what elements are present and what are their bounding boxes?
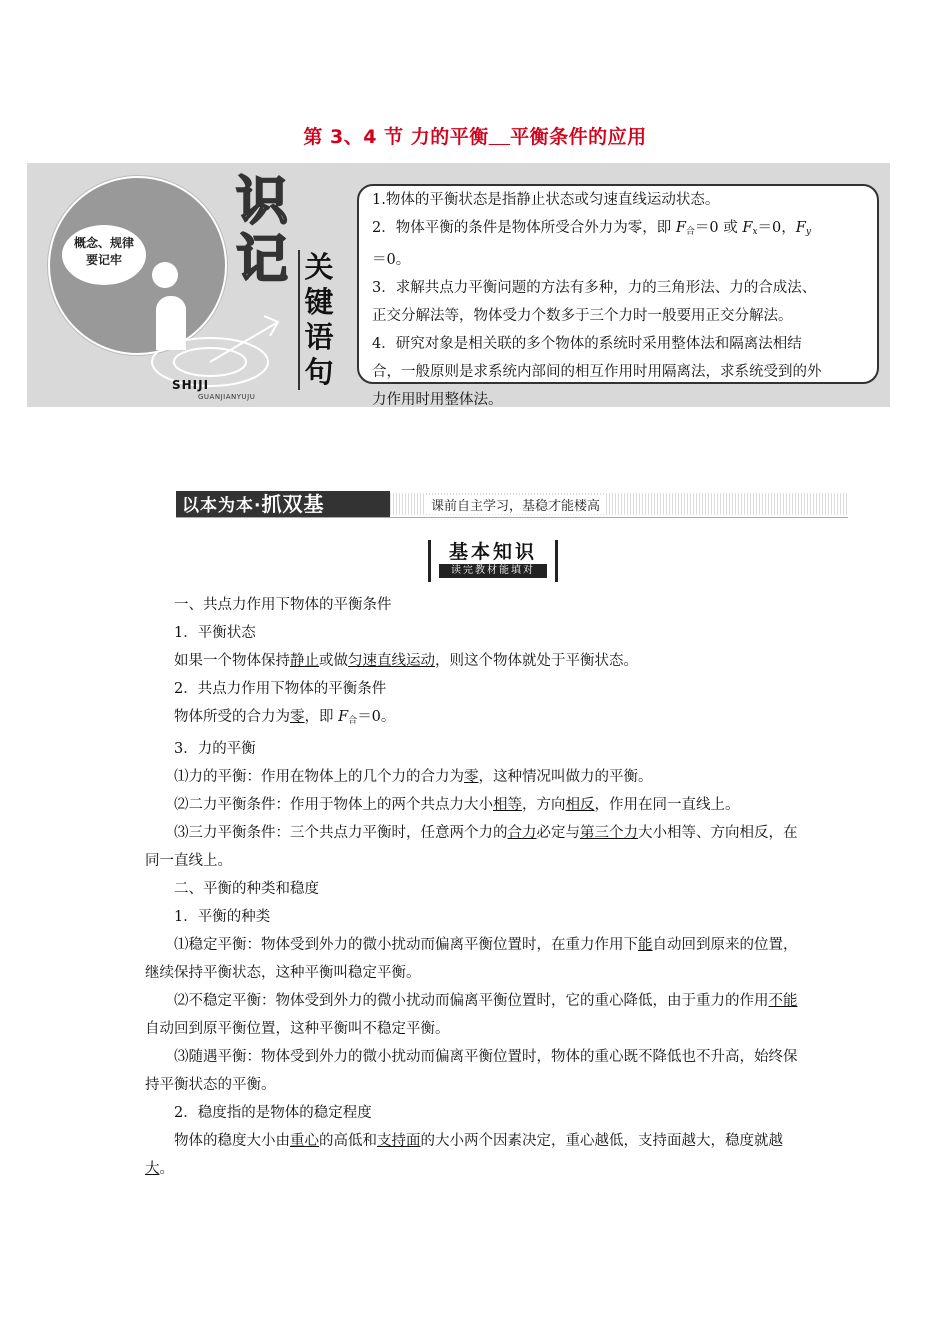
heading-1: 一、共点力作用下物体的平衡条件 [174,597,392,613]
p33u2: 第三个力 [580,825,638,841]
p31b: ，这种情况叫做力的平衡。 [478,769,653,785]
sub-1: 1．平衡状态 [174,625,256,641]
big-char-ji: 记 [236,230,289,290]
bubble-line1: 概念、规律 [73,236,134,250]
para-1 [145,647,810,675]
p32b: ，方向 [522,797,566,813]
p2u1: 零 [290,709,305,725]
basic-knowledge-subtitle: 读完教材能填对 [439,564,547,578]
heading-2: 二、平衡的种类和稳度 [174,881,319,897]
kp2-end: ＝0。 [372,252,411,268]
kp2-sub: 合 [685,227,695,237]
kp2-fx: F [742,220,753,236]
basic-knowledge-heading [428,540,558,582]
t2u3: 大 [145,1161,160,1177]
v-char-2: 键 [304,285,334,319]
title-underline-gap [489,126,510,148]
t11a: ⑴稳定平衡：物体受到外力的微小扰动而偏离平衡位置时，在重力作用下 [174,937,638,953]
p1c: ，则这个物体就处于平衡状态。 [435,653,638,669]
t2b: 的高低和 [319,1133,377,1149]
para-2 [145,703,810,735]
p1u1: 静止 [290,653,319,669]
kp2-f: F [675,220,686,236]
section-subtitle: 课前自主学习，基稳才能楼高 [425,495,606,514]
sub-3: 3．力的平衡 [174,741,256,757]
para-t1-3: ⑶随遇平衡：物体受到外力的微小扰动而偏离平衡位置时，物体的重心既不降低也不升高，始终保持平衡状态的平衡。 [145,1049,798,1093]
basic-knowledge-title: 基本知识 [448,541,537,563]
p32c: ，作用在同一直线上。 [594,797,740,813]
p33u1: 合力 [507,825,537,841]
t2u1: 重心 [290,1133,319,1149]
para-t1-1 [145,931,810,987]
sub-t2: 2．稳度指的是物体的稳定程度 [174,1105,372,1121]
section-label [176,491,390,517]
section-label-a: 以本为本· [182,496,262,516]
p33b: 必定与 [536,825,580,841]
p2sub: 合 [348,716,358,726]
v-char-4: 句 [304,355,334,389]
p32u1: 相等 [493,797,522,813]
t12u: 不能 [768,993,798,1009]
t12a: ⑵不稳定平衡：物体受到外力的微小扰动而偏离平衡位置时，它的重心降低，由于重力的作用 [174,993,769,1009]
p1a: 如果一个物体保持 [174,653,290,669]
sub-t1: 1．平衡的种类 [174,909,271,925]
kp2-y: y [805,227,811,237]
bubble-line2: 要记牢 [85,253,122,267]
key-point-3: 3．求解共点力平衡问题的方法有多种，力的三角形法、力的合成法、正交分解法等，物体受力个数多于三个力时一般要用正交分解法。 [372,280,817,324]
v-char-1: 关 [304,250,334,284]
target-arrow-icon [120,300,290,390]
p1u2: 匀速直线运动 [348,653,435,669]
speech-bubble [62,225,146,285]
section-label-b: 抓双基 [261,492,325,516]
shiji-label: SHIJI [172,378,210,392]
t12b: 自动回到原平衡位置，这种平衡叫不稳定平衡。 [145,1021,450,1037]
para-t2 [145,1127,810,1183]
p33c: 大小相等、方向相反，在同一直线上。 [145,825,798,869]
key-point-2 [372,214,822,274]
p1b: 或做 [319,653,348,669]
vertical-key-words [298,250,338,390]
t11u: 能 [638,937,653,953]
kp2-pre: 2．物体平衡的条件是物体所受合外力为零，即 [372,220,676,236]
kp2-x: x [752,227,758,237]
p2b: ，即 [304,709,339,725]
sub-2: 2．共点力作用下物体的平衡条件 [174,681,387,697]
kp2-eq: ＝0， [757,220,796,236]
p33a: ⑶三力平衡条件：三个共点力平衡时，任意两个力的 [174,825,508,841]
kp2-fy: F [795,220,806,236]
page-title [0,122,950,149]
p2c: ＝0。 [357,709,396,725]
t2a: 物体的稳度大小由 [174,1133,290,1149]
key-point-4: 4．研究对象是相关联的多个物体的系统时采用整体法和隔离法相结合，一般原则是求系统内部间的相互作用时用隔离法，求系统受到的外力作用时用整体法。 [372,336,822,408]
p2f: F [338,709,349,725]
para-3-2 [145,791,810,819]
p31a: ⑴力的平衡：作用在物体上的几个力的合力为 [174,769,464,785]
person-head-icon [152,262,178,288]
para-3-3 [145,819,810,875]
para-3-1 [145,763,810,791]
t2u2: 支持面 [377,1133,421,1149]
big-char-shi: 识 [236,172,289,232]
p32a: ⑵二力平衡条件：作用于物体上的两个共点力大小 [174,797,493,813]
p31u: 零 [464,769,479,785]
p32u2: 相反 [565,797,595,813]
para-t1-2 [145,987,810,1043]
key-points-text [372,186,822,414]
v-char-3: 语 [304,320,334,354]
shiji-sublabel: GUANJIANYUJU [198,393,256,401]
main-content [145,591,810,1183]
t2c: 的大小两个因素决定，重心越低，支持面越大，稳度就越 [420,1133,783,1149]
p2a: 物体所受的合力为 [174,709,290,725]
title-part2: 平衡条件的应用 [510,126,647,148]
title-part1: 第 3、4 节 力的平衡 [303,126,489,148]
t11b: 自动回到原来的位置，继续保持平衡状态，这种平衡叫稳定平衡。 [145,937,798,981]
t2d: 。 [159,1161,174,1177]
key-point-1: 1.物体的平衡状态是指静止状态或匀速直线运动状态。 [372,192,720,208]
kp2-mid: ＝0 或 [694,220,743,236]
